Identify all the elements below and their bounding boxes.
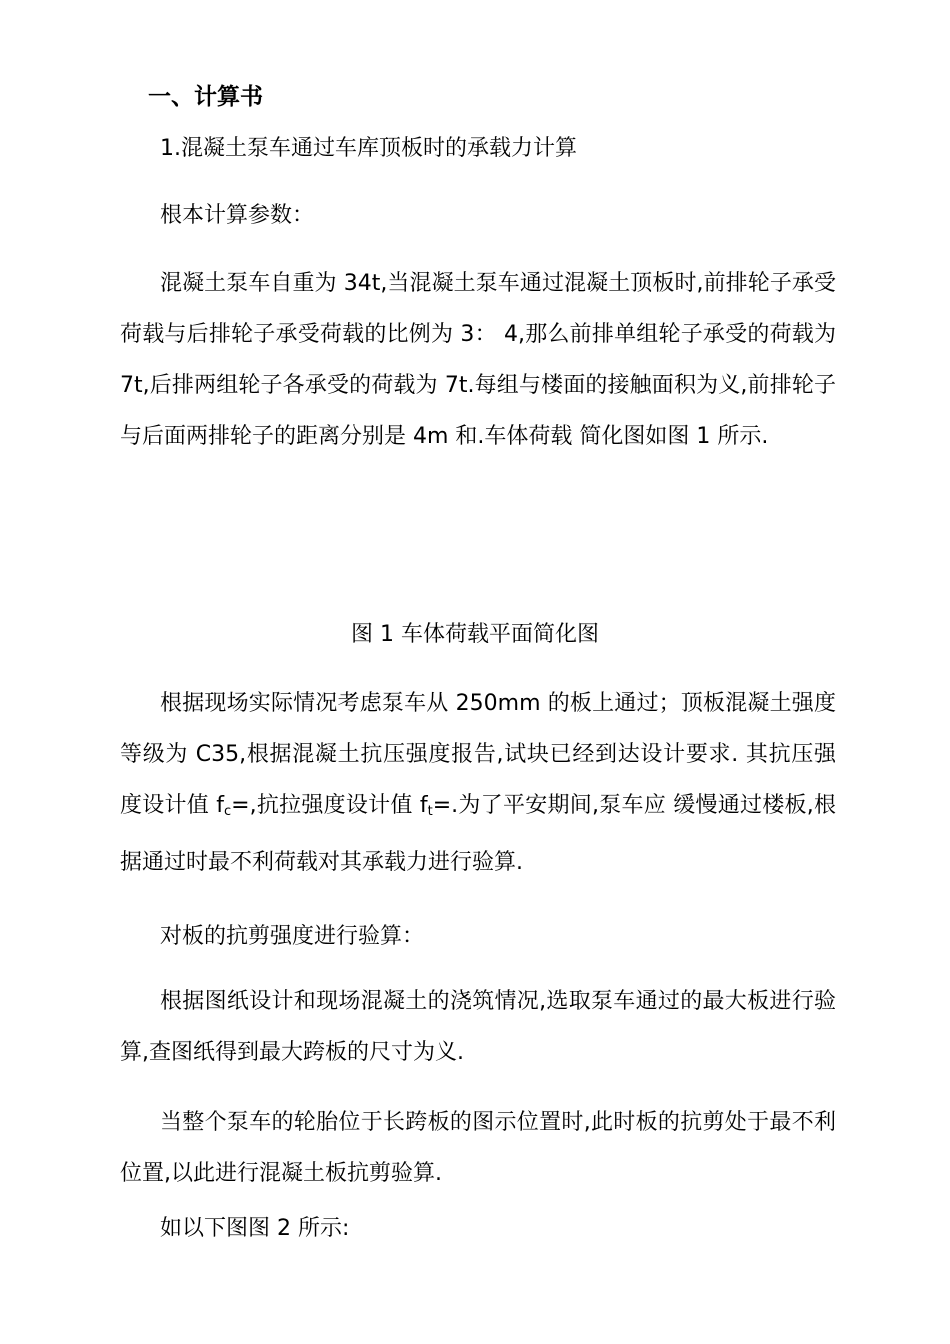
paragraph-shear-position: 当整个泵车的轮胎位于长跨板的图示位置时,此时板的抗剪处于最不利位置,以此进行混凝土板抗剪验算. <box>120 1110 836 1186</box>
figure-1-caption: 图 1 车体荷载平面简化图 <box>351 622 599 647</box>
paragraph-max-slab: 根据图纸设计和现场混凝土的浇筑情况,选取泵车通过的最大板进行验算,查图纸得到最大跨板的尺寸为义. <box>120 989 836 1065</box>
section-heading: 一、计算书 <box>148 84 263 110</box>
subsection-title: 1.混凝土泵车通过车库顶板时的承载力计算 <box>160 136 577 161</box>
concrete-text-part-2: =,抗拉强度设计值 f <box>231 793 428 818</box>
fc-subscript: c <box>224 804 232 819</box>
ft-subscript: t <box>427 804 433 819</box>
paragraph-concrete-strength <box>120 678 836 888</box>
concrete-text-part-3: =.为了平安期间,泵车应 缓慢通过楼板,根据通过时最不利荷载对其承载力进行验算. <box>120 793 836 875</box>
params-label: 根本计算参数： <box>160 203 315 228</box>
shear-check-label: 对板的抗剪强度进行验算： <box>160 924 425 949</box>
figure-2-reference: 如以下图图 2 所示: <box>160 1216 350 1241</box>
concrete-text-part-1: 根据现场实际情况考虑泵车从 250mm 的板上通过；顶板混凝土强度等级为 C35,根据混凝土抗压强度报告,试块已经到达设计要求. 其抗压强度设计值 f <box>120 691 836 818</box>
paragraph-load-description: 混凝土泵车自重为 34t,当混凝土泵车通过混凝土顶板时,前排轮子承受荷载与后排轮子承受荷载的比例为 3： 4,那么前排单组轮子承受的荷载为 7t,后排两组轮子各承受的荷载为 7t.每组与楼面的接触面积为义,前排轮子与后面两排轮子的距离分别是 4m 和.车体荷载 简化图如图 1 所示. <box>120 271 836 449</box>
